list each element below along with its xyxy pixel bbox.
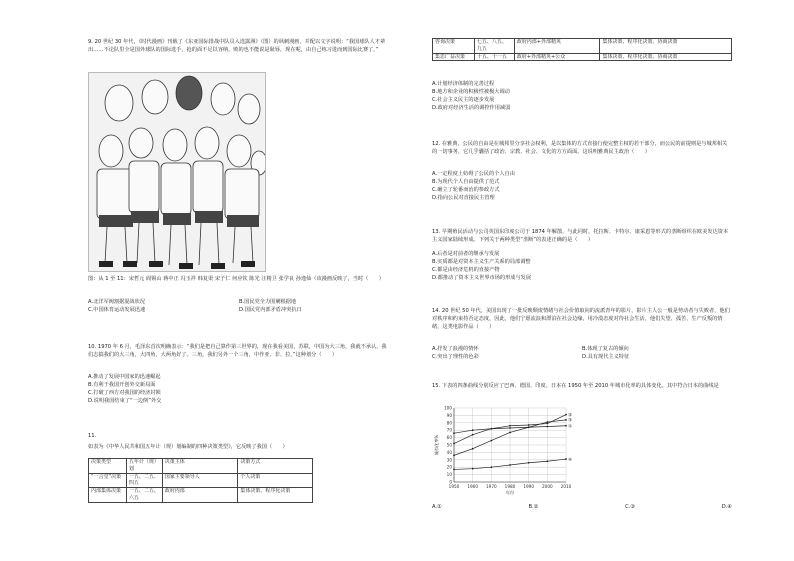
table-cell: 政府内部+外部精英: [514, 39, 600, 54]
data-point: [472, 468, 474, 470]
q14-options: [432, 345, 732, 361]
table-cell: 集体决策、程序化决策、协商决策: [600, 39, 732, 54]
y-tick-label: 40: [446, 449, 452, 455]
q10-option-c[interactable]: C.打破了西方对我国的经济封锁: [88, 390, 161, 397]
q14-option-b[interactable]: B.体现了复古的倾向: [582, 346, 629, 352]
q11-option-d[interactable]: D.政府对经济生活的调控作用减弱: [432, 105, 511, 112]
data-point: [490, 466, 492, 468]
table-row: [89, 473, 313, 488]
data-point: [453, 454, 455, 456]
table-cell: 十五、十一五: [474, 53, 514, 61]
x-tick-label: 1960: [467, 484, 479, 489]
q13-options: [432, 250, 732, 282]
series-label: ③: [568, 418, 573, 424]
table-cell: 集思广益决策: [433, 53, 475, 61]
q11-table-part2: [432, 38, 732, 61]
y-tick-label: 20: [446, 464, 452, 470]
series-label: ①: [568, 424, 573, 430]
q11-number: 11.: [88, 433, 97, 439]
q9-option-b[interactable]: B.国民党全力围剿根据地: [239, 299, 297, 305]
caricature-drawing: [89, 73, 266, 272]
q9-option-a[interactable]: A.北洋军阀割据混战状况: [88, 299, 145, 305]
data-point: [490, 440, 492, 442]
q11-option-a[interactable]: A.计划经济体制的完善过程: [432, 81, 495, 87]
table-cell: 个人决策: [238, 473, 313, 488]
table-cell: 集体决策、程序化决策: [238, 488, 313, 503]
x-axis-label: 年份: [505, 490, 515, 495]
q14-stem: 14. 20 世纪 50 年代，美国出现了一批反映颓废情绪与社会价值取向的流派青年的影片，影片主人公一般是势动者与失败者，他们对秩序和约束持否定态度，因此，他们宁愿流浪和漂泊在社会边缘，用冷漠态度对待社会生活，他们失望、孤苦、生产反叛的情绪，这类电影作品（ ）: [432, 308, 730, 331]
data-point: [472, 434, 474, 436]
y-tick-label: 60: [446, 435, 452, 441]
q11-options: [432, 80, 732, 112]
table-cell: 内部集体决策: [89, 488, 127, 503]
y-axis-label: 城市化率%: [434, 434, 439, 456]
caricature-image: [88, 72, 266, 272]
table-header-row: [89, 459, 313, 474]
q10-option-d[interactable]: D.说明我国结束了“一边倒”外交: [88, 398, 162, 405]
table-cell: 一五、二五、六五: [126, 488, 162, 503]
data-point: [546, 460, 548, 462]
q12-option-d[interactable]: D.指向公民对直接民主管理: [432, 195, 495, 202]
q11-option-b[interactable]: B.地方和企业的积极性被极大调动: [432, 89, 510, 96]
table-cell: 一五、二五、四五: [126, 473, 162, 488]
q9-option-d[interactable]: D.国民党内部矛盾冲突抗日: [239, 307, 302, 314]
q14-option-a[interactable]: A.抒发了浪漫的情怀: [432, 346, 479, 352]
table-header-cell: 决策主体: [162, 459, 238, 474]
q15-option-d[interactable]: D.④: [721, 504, 732, 510]
q12-stem: 12. 在雅典，公民的自由是在城邦里分享社会权利，是以集体的方式直接行使完整主权的若干部分，而公民的前提则是与城邦相关的一切事务，它几乎囊括了政治、宗教、社会、文化的方方面面。这说明雅典民主政治（ ）: [432, 141, 728, 156]
data-point: [453, 432, 455, 434]
table-cell: 政府+外部精英+公众: [514, 53, 600, 61]
table-cell: 七五、八五、九五: [474, 39, 514, 54]
table-cell: 国家主要领导人: [162, 473, 238, 488]
table-header-cell: 决策类型: [89, 459, 127, 474]
x-tick-label: 2010: [560, 484, 572, 489]
data-point: [546, 421, 548, 423]
q15-options: [432, 503, 732, 511]
x-tick-label: 2000: [541, 484, 553, 489]
q12-options: [432, 170, 732, 202]
table-header-cell: 五年计（规）划: [126, 459, 162, 474]
table-cell: 咨询决策: [433, 39, 475, 54]
urbanization-chart: [432, 404, 582, 500]
q10-option-a[interactable]: A.推动了发展中国家的迅速崛起: [88, 374, 161, 380]
table-row: [89, 488, 313, 503]
y-tick-label: 0: [449, 479, 452, 485]
data-point: [490, 428, 492, 430]
series-label: ②: [568, 413, 573, 419]
table-cell: 政府内部: [162, 488, 238, 503]
table-row: [433, 53, 732, 61]
q13-option-a[interactable]: A.后者是对前者的继承与发展: [432, 251, 500, 257]
q9-options: [88, 298, 390, 314]
q12-option-c[interactable]: C.确立了轮番而治的参政方式: [432, 187, 500, 194]
q11-table-part1: [88, 458, 313, 503]
q13-option-d[interactable]: D.都推动了资本主义世界市场的形成与发展: [432, 275, 532, 282]
q10-stem: 10. 1970 年 6 月，毛泽东首次明确表示：“我们是把自己算作第三世界的，现在我看美国、苏联，中国为大三角，我就不承认，我们志搞我们的大三角，大四角，大两角好了。三角，我们另外一个三角，中作亚、非、拉。”这种划分（ ）: [88, 344, 387, 359]
y-tick-label: 50: [446, 442, 452, 448]
data-point: [472, 429, 474, 431]
q15-option-b[interactable]: B.②: [528, 504, 539, 510]
q11-stem: 如表为《中华人民共和国五年计（规）划编制的四种决策类型》，它反映了我国（ ）: [88, 444, 288, 450]
data-point: [528, 426, 530, 428]
q15-option-a[interactable]: A.①: [432, 504, 442, 510]
table-row: [433, 39, 732, 54]
q13-option-b[interactable]: B.实质都是对资本主义生产关系的局部调整: [432, 259, 531, 266]
data-point: [472, 448, 474, 450]
y-tick-label: 80: [446, 420, 452, 426]
data-point: [565, 414, 567, 416]
data-point: [528, 424, 530, 426]
q12-option-a[interactable]: A.一定程度上妨碍了公民的个人自由: [432, 171, 515, 177]
table-cell: 集体决策、程序化决策、协商决策: [600, 53, 732, 61]
data-point: [453, 443, 455, 445]
q15-option-c[interactable]: C.③: [625, 504, 635, 510]
y-tick-label: 90: [446, 412, 452, 418]
y-tick-label: 70: [446, 427, 452, 433]
q9-option-c[interactable]: C.中国体育运动发展迅速: [88, 307, 146, 314]
q10-option-b[interactable]: B.有利于我国开创外交新局面: [88, 382, 156, 389]
table-cell: “一言堂”决策: [89, 473, 127, 488]
q13-stem: 13. 早期殖民活动与公司英国东印度公司于 1874 年解散，与此同时，托拉斯、卡特尔、康采恩等形式的垄断组织在欧美发达资本主义国家陆续形成。下列关于两种类型“垄断”的表述正确的是（ ）: [432, 229, 729, 244]
x-tick-label: 1970: [485, 484, 497, 489]
data-point: [528, 462, 530, 464]
x-tick-label: 1980: [504, 484, 516, 489]
x-tick-label: 1950: [448, 484, 460, 489]
data-point: [509, 464, 511, 466]
q14-option-d[interactable]: D.具有现代主义特征: [582, 354, 630, 361]
x-tick-label: 1990: [523, 484, 535, 489]
q11-option-c[interactable]: C.社会主义民主的逐步发展: [432, 97, 495, 104]
data-point: [565, 458, 567, 460]
series-label: ④: [568, 457, 573, 463]
q13-option-c[interactable]: C.都是由经济危机的直接产物: [432, 267, 500, 274]
data-point: [565, 419, 567, 421]
q9-caption: 图：从 1 至 11：宋哲元 阎锡山 蒋中正 冯玉祥 韩复渠 宋子仁 何应钦 陈光 汪精卫 张学良 孙逸仙（该漫画反映了，当时（ ）: [88, 276, 384, 282]
q12-option-b[interactable]: B.为现代个人自由提供了范式: [432, 179, 500, 186]
data-point: [509, 427, 511, 429]
data-point: [565, 425, 567, 427]
q9-stem: 9. 20 世纪 30 年代，《时代漫画》刊载了《东亚国际排战中队员入选露洲》（图）的讽刺漫画，并配以文字说明：“我国球队人才辈出……不论队里全是国外球队的国际选手，抢的面不足以容纳，败的也不能说是耻辱，现在呢，由自己练习进而到国际比赛了。”: [88, 39, 386, 54]
q15-stem: 15. 下表的四条曲线分别反应了巴西、德国、印度、日本在 1950 年至 2010 年城市化率的具体变化。其中符合日本的曲线是: [432, 383, 719, 389]
y-tick-label: 100: [444, 405, 452, 411]
y-tick-label: 30: [446, 457, 452, 463]
data-point: [453, 469, 455, 471]
data-point: [509, 432, 511, 434]
data-point: [546, 426, 548, 428]
data-point: [509, 425, 511, 427]
table-header-cell: 决策方式: [238, 459, 313, 474]
q10-options: [88, 373, 390, 405]
q14-option-c[interactable]: C.突出了理性的色彩: [432, 354, 479, 361]
y-tick-label: 10: [446, 472, 452, 478]
